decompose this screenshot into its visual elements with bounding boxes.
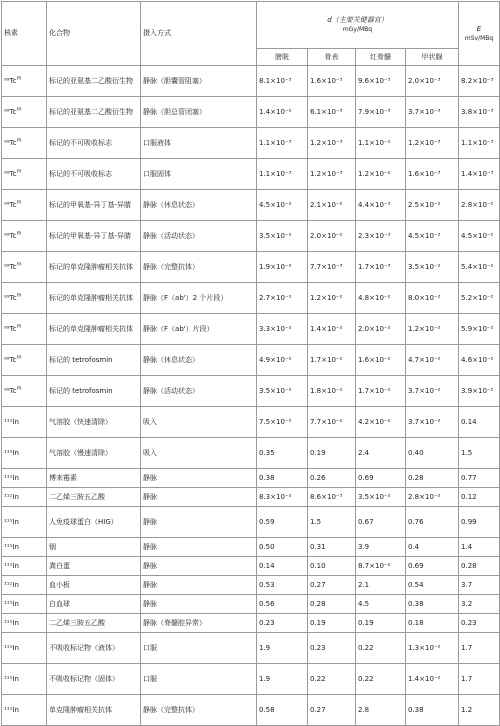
value-cell: 2.8×10⁻² [459, 190, 500, 221]
value-cell: 1.2×10⁻² [406, 314, 459, 345]
value-cell: 3.9×10⁻² [459, 376, 500, 407]
route-cell: 静脉（胆囊管阻塞） [141, 66, 257, 97]
value-cell: 1.4×10⁻² [257, 97, 308, 128]
value-cell: 4.9×10⁻² [257, 345, 308, 376]
table-row [2, 283, 500, 314]
header-organ-dose-group [257, 2, 459, 49]
table-row [2, 538, 500, 557]
route-cell: 静脉（F（ab'）片段） [141, 314, 257, 345]
value-cell: 0.77 [459, 469, 500, 488]
table-body [2, 66, 500, 726]
value-cell: 3.7×10⁻³ [406, 97, 459, 128]
nuclide-cell: ¹¹¹In [2, 469, 47, 488]
route-cell: 吸入 [141, 407, 257, 438]
header-organ-bladder: 膀胱 [257, 49, 308, 66]
value-cell: 7.5×10⁻² [257, 407, 308, 438]
value-cell: 1.9×10⁻² [257, 252, 308, 283]
value-cell: 0.19 [308, 614, 356, 633]
route-cell: 口服固体 [141, 159, 257, 190]
value-cell: 0.27 [308, 695, 356, 726]
value-cell: 0.67 [356, 507, 406, 538]
value-cell: 1.9 [257, 633, 308, 664]
route-cell: 静脉 [141, 576, 257, 595]
value-cell: 4.5×10⁻² [459, 221, 500, 252]
value-cell: 0.99 [459, 507, 500, 538]
nuclide-cell: ¹¹¹In [2, 538, 47, 557]
value-cell: 0.69 [356, 469, 406, 488]
value-cell: 2.0×10⁻² [308, 221, 356, 252]
nuclide-cell: ¹¹¹In [2, 695, 47, 726]
table-row [2, 507, 500, 538]
route-cell: 静脉 [141, 557, 257, 576]
value-cell: 0.38 [406, 695, 459, 726]
value-cell: 3.7×10⁻² [406, 407, 459, 438]
table-row [2, 557, 500, 576]
value-cell: 3.3×10⁻² [257, 314, 308, 345]
value-cell: 1.7×10⁻² [356, 376, 406, 407]
value-cell: 1.9 [257, 664, 308, 695]
compound-cell: 气溶胶（慢速清除） [47, 438, 141, 469]
table-row [2, 159, 500, 190]
value-cell: 0.26 [308, 469, 356, 488]
nuclide-cell: ¹¹¹In [2, 507, 47, 538]
nuclide-cell: ¹¹¹In [2, 614, 47, 633]
compound-cell: 标记的单克隆肿瘤相关抗体 [47, 252, 141, 283]
value-cell: 2.8 [356, 695, 406, 726]
table-row [2, 66, 500, 97]
table-row [2, 345, 500, 376]
value-cell: 1.4×10⁻³ [459, 159, 500, 190]
nuclide-cell: ⁹⁹Tc$^m$ [2, 345, 47, 376]
table-row [2, 695, 500, 726]
value-cell: 2.1 [356, 576, 406, 595]
value-cell: 7.7×10⁻³ [308, 252, 356, 283]
value-cell: 9.6×10⁻³ [356, 66, 406, 97]
compound-cell: 单克隆肿瘤相关抗体 [47, 695, 141, 726]
route-cell: 静脉 [141, 488, 257, 507]
value-cell: 8.6×10⁻³ [308, 488, 356, 507]
value-cell: 0.38 [257, 469, 308, 488]
value-cell: 3.7 [459, 576, 500, 595]
value-cell: 8.1×10⁻³ [257, 66, 308, 97]
value-cell: 1.2×10⁻² [356, 159, 406, 190]
value-cell: 0.69 [406, 557, 459, 576]
value-cell: 1.4×10⁻² [406, 664, 459, 695]
nuclide-cell: ¹¹¹In [2, 576, 47, 595]
value-cell: 5.4×10⁻² [459, 252, 500, 283]
value-cell: 0.14 [459, 407, 500, 438]
value-cell: 1.7 [459, 633, 500, 664]
value-cell: 1.2×10⁻² [308, 283, 356, 314]
value-cell: 2.8×10⁻² [406, 488, 459, 507]
compound-cell: 标记的单克隆肿瘤相关抗体 [47, 283, 141, 314]
header-organ-dose-title: d（主要关键器官） [327, 16, 388, 24]
value-cell: 0.19 [356, 614, 406, 633]
compound-cell: 不吸收标记物（液体） [47, 633, 141, 664]
compound-cell: 铟 [47, 538, 141, 557]
compound-cell: 标记的亚氨基二乙酸衍生物 [47, 97, 141, 128]
table-row [2, 488, 500, 507]
table-row [2, 190, 500, 221]
nuclide-cell: ⁹⁹Tc$^m$ [2, 66, 47, 97]
route-cell: 吸入 [141, 438, 257, 469]
value-cell: 2.7×10⁻² [257, 283, 308, 314]
nuclide-cell: ¹¹¹In [2, 633, 47, 664]
table-row [2, 633, 500, 664]
compound-cell: 标记的 tetrofosmin [47, 376, 141, 407]
route-cell: 静脉 [141, 469, 257, 488]
value-cell: 0.58 [257, 695, 308, 726]
value-cell: 0.22 [308, 664, 356, 695]
value-cell: 5.9×10⁻² [459, 314, 500, 345]
header-nuclide: 核素 [2, 2, 47, 66]
compound-cell: 标记的亚氨基二乙酸衍生物 [47, 66, 141, 97]
route-cell: 静脉（完整抗体） [141, 252, 257, 283]
route-cell: 口服液体 [141, 128, 257, 159]
nuclide-cell: ⁹⁹Tc$^m$ [2, 283, 47, 314]
table-row [2, 614, 500, 633]
value-cell: 0.76 [406, 507, 459, 538]
nuclide-cell: ¹¹¹In [2, 407, 47, 438]
table-row [2, 252, 500, 283]
value-cell: 3.2 [459, 595, 500, 614]
value-cell: 2.0×10⁻² [356, 314, 406, 345]
header-organ-bone-surface: 骨表 [308, 49, 356, 66]
compound-cell: 博来霉素 [47, 469, 141, 488]
value-cell: 1.6×10⁻² [356, 345, 406, 376]
value-cell: 2.1×10⁻² [308, 190, 356, 221]
value-cell: 7.7×10⁻² [308, 407, 356, 438]
compound-cell: 标记的 tetrofosmin [47, 345, 141, 376]
value-cell: 1.1×10⁻³ [257, 159, 308, 190]
route-cell: 静脉（休息状态） [141, 190, 257, 221]
header-row-1 [2, 2, 500, 49]
table-row [2, 314, 500, 345]
value-cell: 3.5×10⁻² [257, 221, 308, 252]
nuclide-cell: ⁹⁹Tc$^m$ [2, 314, 47, 345]
value-cell: 3.5×10⁻² [406, 252, 459, 283]
header-compound: 化合物 [47, 2, 141, 66]
table-row [2, 595, 500, 614]
compound-cell: 白血球 [47, 595, 141, 614]
value-cell: 0.19 [308, 438, 356, 469]
nuclide-cell: ¹¹¹In [2, 595, 47, 614]
value-cell: 1.7×10⁻² [308, 345, 356, 376]
value-cell: 1.6×10⁻³ [406, 159, 459, 190]
route-cell: 口服 [141, 664, 257, 695]
value-cell: 4.6×10⁻² [459, 345, 500, 376]
value-cell: 1.7 [459, 664, 500, 695]
value-cell: 0.22 [356, 664, 406, 695]
compound-cell: 不吸收标记物（固体） [47, 664, 141, 695]
header-organ-red-marrow: 红骨髓 [356, 49, 406, 66]
value-cell: 3.5×10⁻² [356, 488, 406, 507]
table-row [2, 576, 500, 595]
value-cell: 1.2×10⁻³ [308, 159, 356, 190]
value-cell: 1.5 [308, 507, 356, 538]
value-cell: 0.10 [308, 557, 356, 576]
compound-cell: 二乙烯三胺五乙酸 [47, 488, 141, 507]
route-cell: 静脉（完整抗体） [141, 695, 257, 726]
value-cell: 0.28 [459, 557, 500, 576]
dose-coefficient-table [1, 1, 500, 726]
route-cell: 静脉（活动状态） [141, 376, 257, 407]
value-cell: 8.2×10⁻³ [459, 66, 500, 97]
nuclide-cell: ⁹⁹Tc$^m$ [2, 190, 47, 221]
header-effective-dose [459, 2, 500, 66]
nuclide-cell: ⁹⁹Tc$^m$ [2, 97, 47, 128]
nuclide-cell: ¹¹¹In [2, 664, 47, 695]
table-row [2, 469, 500, 488]
value-cell: 8.3×10⁻² [257, 488, 308, 507]
route-cell: 静脉 [141, 538, 257, 557]
value-cell: 4.5×10⁻² [257, 190, 308, 221]
compound-cell: 人免疫球蛋白（HIG） [47, 507, 141, 538]
nuclide-cell: ⁹⁹Tc$^m$ [2, 376, 47, 407]
table-row [2, 221, 500, 252]
value-cell: 7.9×10⁻³ [356, 97, 406, 128]
value-cell: 0.35 [257, 438, 308, 469]
value-cell: 8.0×10⁻² [406, 283, 459, 314]
value-cell: 0.12 [459, 488, 500, 507]
nuclide-cell: ¹¹¹In [2, 557, 47, 576]
nuclide-cell: ¹¹¹In [2, 488, 47, 507]
compound-cell: 二乙烯三胺五乙酸 [47, 614, 141, 633]
value-cell: 1.4×10⁻² [308, 314, 356, 345]
value-cell: 0.18 [406, 614, 459, 633]
value-cell: 1.7×10⁻³ [356, 252, 406, 283]
table-row [2, 664, 500, 695]
value-cell: 4.7×10⁻² [406, 345, 459, 376]
value-cell: 1.4 [459, 538, 500, 557]
value-cell: 0.38 [406, 595, 459, 614]
value-cell: 3.9 [356, 538, 406, 557]
header-organ-thyroid: 甲状腺 [406, 49, 459, 66]
route-cell: 静脉（脊髓腔异常） [141, 614, 257, 633]
value-cell: 4.4×10⁻³ [356, 190, 406, 221]
route-cell: 静脉 [141, 595, 257, 614]
compound-cell: 标记的不可吸收标志 [47, 128, 141, 159]
value-cell: 0.31 [308, 538, 356, 557]
value-cell: 1.8×10⁻² [308, 376, 356, 407]
table-row [2, 438, 500, 469]
route-cell: 静脉（休息状态） [141, 345, 257, 376]
route-cell: 静脉 [141, 507, 257, 538]
value-cell: 5.2×10⁻² [459, 283, 500, 314]
nuclide-cell: ⁹⁹Tc$^m$ [2, 159, 47, 190]
header-effective-dose-title: E [476, 24, 482, 33]
value-cell: 0.28 [308, 595, 356, 614]
value-cell: 0.14 [257, 557, 308, 576]
value-cell: 4.2×10⁻² [356, 407, 406, 438]
table-row [2, 376, 500, 407]
value-cell: 0.23 [459, 614, 500, 633]
table-row [2, 97, 500, 128]
compound-cell: 标记的甲氧基-异丁基-异腈 [47, 190, 141, 221]
value-cell: 0.27 [308, 576, 356, 595]
value-cell: 0.40 [406, 438, 459, 469]
compound-cell: 血小板 [47, 576, 141, 595]
value-cell: 1.2 [459, 695, 500, 726]
value-cell: 3.7×10⁻² [406, 376, 459, 407]
compound-cell: 粪白蛋 [47, 557, 141, 576]
value-cell: 1.3×10⁻² [406, 633, 459, 664]
value-cell: 1.5 [459, 438, 500, 469]
header-route: 摄入方式 [141, 2, 257, 66]
value-cell: 0.56 [257, 595, 308, 614]
value-cell: 0.22 [356, 633, 406, 664]
value-cell: 1.2×10⁻³ [308, 128, 356, 159]
value-cell: 0.59 [257, 507, 308, 538]
compound-cell: 气溶胶（快速清除） [47, 407, 141, 438]
header-effective-dose-unit: mSv/MBq [464, 34, 494, 42]
nuclide-cell: ⁹⁹Tc$^m$ [2, 252, 47, 283]
value-cell: 2.5×10⁻² [406, 190, 459, 221]
nuclide-cell: ⁹⁹Tc$^m$ [2, 221, 47, 252]
value-cell: 1.2×10⁻³ [406, 128, 459, 159]
value-cell: 2.3×10⁻³ [356, 221, 406, 252]
header-organ-dose-unit: mGy/MBq [342, 26, 373, 33]
compound-cell: 标记的单克隆肿瘤相关抗体 [47, 314, 141, 345]
table-row [2, 128, 500, 159]
value-cell: 1.1×10⁻³ [459, 128, 500, 159]
route-cell: 静脉（胆总管闭塞） [141, 97, 257, 128]
value-cell: 0.54 [406, 576, 459, 595]
compound-cell: 标记的甲氧基-异丁基-异腈 [47, 221, 141, 252]
value-cell: 0.4 [406, 538, 459, 557]
value-cell: 1.1×10⁻² [356, 128, 406, 159]
route-cell: 静脉（活动状态） [141, 221, 257, 252]
value-cell: 0.23 [308, 633, 356, 664]
nuclide-cell: ⁹⁹Tc$^m$ [2, 128, 47, 159]
value-cell: 4.5 [356, 595, 406, 614]
value-cell: 3.5×10⁻² [257, 376, 308, 407]
value-cell: 3.8×10⁻³ [459, 97, 500, 128]
route-cell: 静脉（F（ab'）2 个片段） [141, 283, 257, 314]
value-cell: 1.6×10⁻³ [308, 66, 356, 97]
value-cell: 0.28 [406, 469, 459, 488]
value-cell: 0.50 [257, 538, 308, 557]
value-cell: 8.7×10⁻² [356, 557, 406, 576]
value-cell: 1.1×10⁻³ [257, 128, 308, 159]
value-cell: 2.0×10⁻³ [406, 66, 459, 97]
value-cell: 4.8×10⁻² [356, 283, 406, 314]
value-cell: 2.4 [356, 438, 406, 469]
value-cell: 6.1×10⁻³ [308, 97, 356, 128]
table-row [2, 407, 500, 438]
route-cell: 口服 [141, 633, 257, 664]
value-cell: 4.5×10⁻² [406, 221, 459, 252]
value-cell: 0.23 [257, 614, 308, 633]
compound-cell: 标记的不可吸收标志 [47, 159, 141, 190]
nuclide-cell: ¹¹¹In [2, 438, 47, 469]
value-cell: 0.53 [257, 576, 308, 595]
